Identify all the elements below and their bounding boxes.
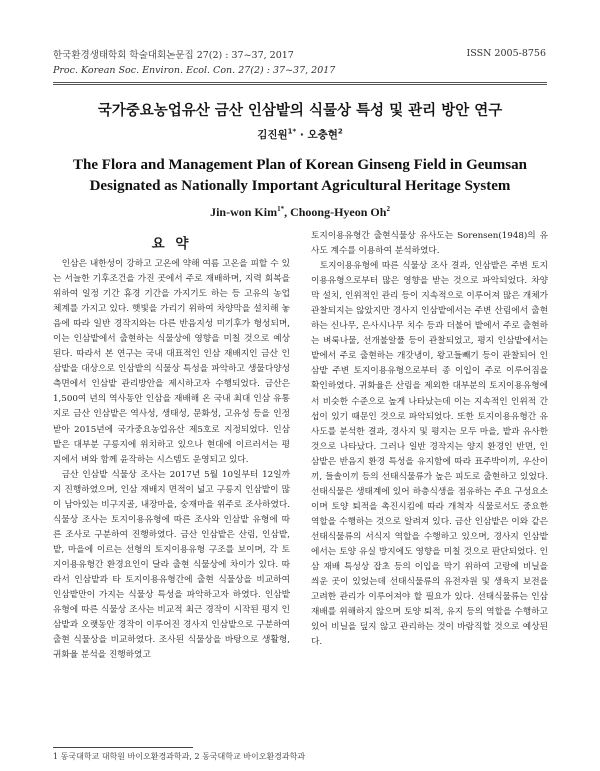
abstract-paragraph: 토지이용유형간 출현식물상 유사도는 Sorensen(1948)의 유사도 계수를 이용하여 분석하였다. [311,231,548,257]
paper-title-english: The Flora and Management Plan of Korean Ginseng Field in Geumsan Designated as Nationally Important Agricultural Heritage System [73,157,527,194]
abstract-heading: 요 약 [151,236,192,252]
author-name: Jin-won Kim [210,205,278,219]
author-affiliation-mark: 2 [337,127,343,136]
author-separator: · [296,129,308,141]
paper-title-korean: 국가중요농업유산 금산 인삼밭의 식물상 특성 및 관리 방안 연구 [97,103,503,119]
abstract-column-left [53,257,290,663]
abstract-paragraph: 금산 인삼밭 식물상 조사는 2017년 5월 10일부터 12일까지 진행하였으며, 인삼 재배지 면적이 넓고 구릉지 인삼밭이 많이 남아있는 비구지골, 내장마을, 숭재마을 위주로 조사하였다. 식물상 조사는 토지이용유형에 따른 조사와 인삼밭 유형에 따른 조사로 구분하여 진행하였다. 금산 인삼밭은 산림, 인삼밭, 밭, 마을에 이르는 선형의 토지이용유형 구조를 보이며, 각 토지이용유형간 환경요인이 달라 출현 식물상에 차이가 있다. 따라서 인삼밭과 타 토지이용유형간에 출현 식물상을 비교하여 인삼밭만이 가지는 식물상 특성을 파악하고자 하였다. 인삼밭 유형에 따른 식물상 조사는 비교적 최근 경작이 시작된 평지 인삼밭과 오랫동안 경작이 이루어진 경사지 인삼밭으로 구분하여 출현 식물상을 비교하였다. 조사된 식물상을 바탕으로 생활형, 귀화율 분석을 진행하였고 [53,469,290,661]
authors-english [0,205,600,220]
journal-header [53,48,335,78]
header-rule-secondary [53,84,547,85]
author-affiliation-mark: 1* [287,127,297,136]
abstract-paragraph: 토지이용유형에 따른 식물상 조사 결과, 인삼밭은 주변 토지이용유형으로부터 많은 영향을 받는 것으로 파악되었다. 차양막 설치, 인위적인 관리 등이 지속적으로 이루어져 많은 개체가 관찰되지는 않았지만 경사지 인삼밭에서는 주변 산림에서 출현하는 신나무, 은사시나무 치수 등과 더불어 밭에서 주로 출현하는 벼룩나물, 선개불알풀 등이 관찰되었고, 평지 인삼밭에서는 밭에서 주로 출현하는 개갓냉이, 왕고들빼기 등이 관찰되어 인삼밭 주변 토지이용유형으로부터 종 이입이 주로 이루어짐을 확인하였다. 귀화율은 산림을 제외한 대부분의 토지이용유형에서 비슷한 수준으로 높게 나타났는데 이는 지속적인 인위적 간섭이 있기 때문인 것으로 파악되었다. 또한 토지이용유형간 유사도를 분석한 결과, 경사지 및 평지는 모두 마을, 밭과 유사한 것으로 나타났다. 그러나 일반 경작지는 양지 환경인 반면, 인삼밭은 반음지 환경 특성을 유지함에 따라 표주박이끼, 우산이끼, 들솔이끼 등의 선태식물류가 높은 피도로 출현하고 있었다. 선태식물은 생태계에 있어 하층식생을 점유하는 주요 구성요소이며 토양 퇴적을 촉진시킴에 따라 개척자 식물로서도 중요한 역할을 수행하는 것으로 알려져 있다. 금산 인삼밭은 이와 같은 선태식물류의 서식지 역할을 수행하고 있으며, 경사지 인삼밭에서는 토양 유실 방지에도 영향을 미칠 것으로 판단되었다. 인삼 재배 특성상 잡초 등의 이입을 막기 위하여 고랑에 비닐을 씌운 곳이 있었는데 선태식물류의 유전자원 및 생육지 보전을 고려한 관리가 이루어져야 할 필요가 있다. 선태식물류는 인삼 재배를 위해하지 않으며 토양 퇴적, 유지 등의 역할을 수행하고 있어 비닐을 덮지 않고 관리하는 것이 바람직할 것으로 예상된다. [311,261,548,648]
authors-korean [0,127,600,142]
author-name: 오충현 [307,129,338,141]
issn-label: ISSN 2005-8756 [466,48,546,59]
author-separator: , [284,205,291,219]
author-affiliation-mark: 2 [386,205,390,213]
abstract-column-right [311,229,548,650]
journal-citation-en: Proc. Korean Soc. Environ. Ecol. Con. 27(2) : 37~37, 2017 [53,65,336,76]
affiliation-footnote: 1 동국대학교 대학원 바이오환경과학과, 2 동국대학교 바이오환경과학과 [53,752,306,761]
journal-citation-ko: 한국환경생태학회 학술대회논문집 27(2) : 37~37, 2017 [53,50,294,61]
header-rule [53,82,547,83]
author-affiliation-mark: 1* [277,205,285,213]
abstract-paragraph: 인삼은 내한성이 강하고 고온에 약해 여름 고온을 피할 수 있는 서늘한 기후조건을 가진 곳에서 주로 재배하며, 지력 회복을 위하여 일정 기간 휴경 기간을 가지기도 하는 등 고유의 농업 체계를 가지고 있다. 햇빛을 가리기 위하여 차양막을 설치해 놓음에 따라 일반 경작지와는 다른 반음지성 미기후가 형성되며, 이는 인삼밭에서 출현하는 식물상에 영향을 미칠 것으로 예상된다. 따라서 본 연구는 국내 대표적인 인삼 재배지인 금산 인삼밭을 대상으로 인삼밭의 식물상 특성을 파악하고 생물다양성 측면에서 인삼밭 관리방안을 제시하고자 수행되었다. 금산은 1,500여 년의 역사동안 인삼을 재배해 온 국내 최대 인삼 유통지로 금산 인삼밭은 역사성, 생태성, 문화성, 고유성 등을 인정받아 2015년에 국가중요농업유산 제5호로 지정되었다. 인삼밭은 대부분 구릉지에 위치하고 있으나 현대에 이르러서는 평지에서 벼와 함께 윤작하는 시스템도 운영되고 있다. [53,259,290,465]
author-name: Choong-Hyeon Oh [290,205,387,219]
footnote-rule [53,747,193,748]
author-name: 김진원 [257,129,288,141]
